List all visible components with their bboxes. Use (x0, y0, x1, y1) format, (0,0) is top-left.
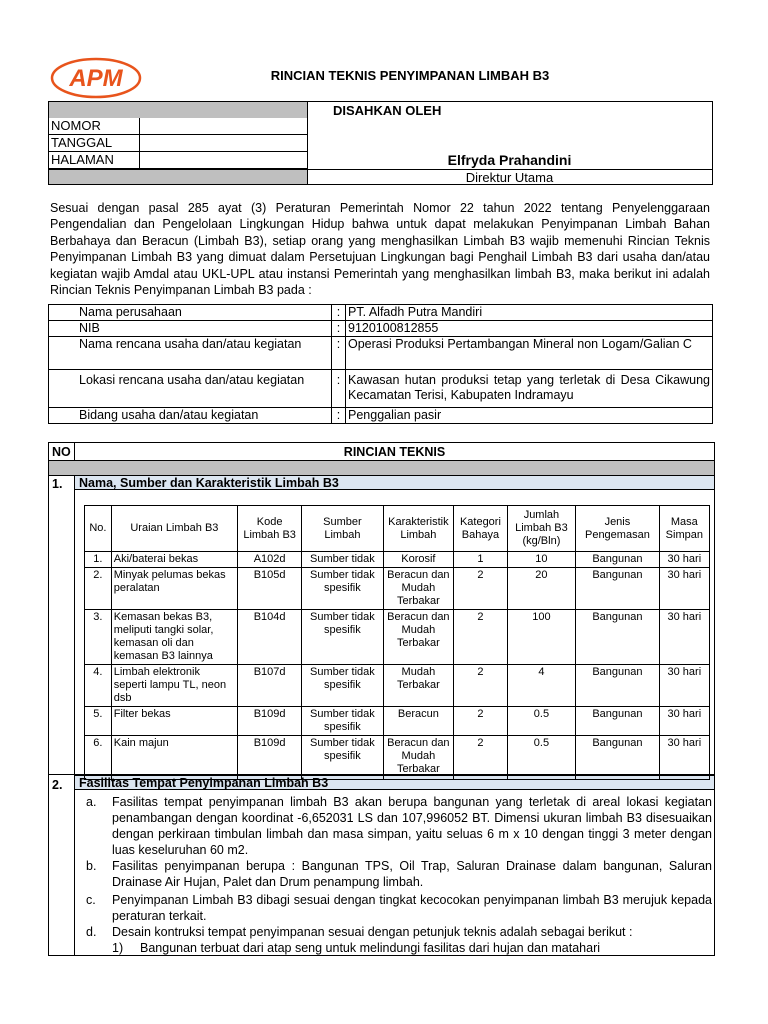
item-text: Penyimpanan Limbah B3 dibagi sesuai dengan tingkat kecocokan penyimpanan limbah B3 merujuk kepada peraturan terkait. (112, 893, 712, 923)
cell: 1. (85, 552, 112, 568)
cell: 4. (85, 665, 112, 707)
cell: B109d (238, 736, 302, 780)
cell: 6. (85, 736, 112, 780)
cell: Kemasan bekas B3, meliputi tangki solar, kemasan oli dan kemasan B3 lainnya (111, 610, 237, 665)
item-marker: b. (86, 859, 97, 873)
cell: 2 (454, 736, 508, 780)
cell: Sumber tidak spesifik (302, 610, 383, 665)
cell: B109d (238, 707, 302, 736)
company-info-table (48, 304, 713, 424)
col-header: Jenis Pengemasan (576, 506, 659, 552)
cell: Minyak pelumas bekas peralatan (111, 568, 237, 610)
facility-item-b (50, 858, 712, 892)
facility-sub-item-1 (50, 940, 712, 956)
colon: : (332, 370, 346, 408)
cell: Aki/baterai bekas (111, 552, 237, 568)
table-header-row (85, 506, 710, 552)
cell: 2. (85, 568, 112, 610)
cell: Bangunan (576, 610, 659, 665)
cell: Bangunan (576, 736, 659, 780)
cell: A102d (238, 552, 302, 568)
cell: 0.5 (507, 736, 575, 780)
cell: Beracun dan Mudah Terbakar (383, 568, 454, 610)
header-grey-band-bottom (49, 169, 307, 184)
section-1-title: Nama, Sumber dan Karakteristik Limbah B3 (79, 476, 339, 490)
cell: Sumber tidak spesifik (302, 736, 383, 780)
sub-item-text: Bangunan terbuat dari atap seng untuk melindungi fasilitas dari hujan dan matahari (140, 941, 601, 955)
col-header: Masa Simpan (659, 506, 709, 552)
info-label: Nama rencana usaha dan/atau kegiatan (49, 337, 332, 370)
section-2-number: 2. (52, 778, 63, 792)
cell: 2 (454, 665, 508, 707)
sub-item-marker: 1) (112, 941, 124, 955)
col-header: Karakteristik Limbah (383, 506, 454, 552)
cell: 1 (454, 552, 508, 568)
cell: Korosif (383, 552, 454, 568)
item-text: Fasilitas penyimpanan berupa : Bangunan TPS, Oil Trap, Saluran Drainase dalam bangunan, Saluran Drainase Air Hujan, Palet dan Drum penampung limbah. (112, 859, 712, 889)
cell: Filter bekas (111, 707, 237, 736)
cell: B107d (238, 665, 302, 707)
cell: Bangunan (576, 568, 659, 610)
cell: Sumber tidak spesifik (302, 707, 383, 736)
waste-table (84, 505, 710, 780)
info-value: 9120100812855 (346, 321, 713, 337)
col-header: Jumlah Limbah B3 (kg/Bln) (507, 506, 575, 552)
tanggal-field[interactable] (139, 135, 307, 152)
facility-item-c (50, 892, 712, 926)
cell: 30 hari (659, 707, 709, 736)
cell: 30 hari (659, 568, 709, 610)
section-1-number: 1. (52, 477, 63, 491)
info-label: Lokasi rencana usaha dan/atau kegiatan (49, 370, 332, 408)
cell: Bangunan (576, 552, 659, 568)
info-label: NIB (49, 321, 332, 337)
cell: 0.5 (507, 707, 575, 736)
item-text: Desain kontruksi tempat penyimpanan sesuai dengan petunjuk teknis adalah sebagai berikut : (112, 925, 633, 939)
cell: Bangunan (576, 707, 659, 736)
table-row (49, 370, 713, 408)
cell: 4 (507, 665, 575, 707)
table-row (85, 552, 710, 568)
cell: 2 (454, 707, 508, 736)
approved-by-label: DISAHKAN OLEH (333, 103, 442, 118)
table-row (49, 337, 713, 370)
table-row (85, 665, 710, 707)
cell: 30 hari (659, 665, 709, 707)
approval-header (48, 101, 713, 185)
table-row (49, 408, 713, 424)
table-row (49, 321, 713, 337)
table-row (85, 610, 710, 665)
info-value: Penggalian pasir (346, 408, 713, 424)
cell: 20 (507, 568, 575, 610)
cell: 2 (454, 610, 508, 665)
info-value: PT. Alfadh Putra Mandiri (346, 305, 713, 321)
item-marker: d. (86, 925, 97, 939)
rincian-title: RINCIAN TEKNIS (343, 445, 446, 459)
company-logo (50, 56, 142, 100)
cell: 2 (454, 568, 508, 610)
document-title: RINCIAN TEKNIS PENYIMPANAN LIMBAH B3 (270, 68, 550, 83)
table-row (85, 707, 710, 736)
col-header: Sumber Limbah (302, 506, 383, 552)
table-row (85, 568, 710, 610)
signer-title: Direktur Utama (307, 169, 712, 185)
table-row (49, 305, 713, 321)
no-header: NO (52, 445, 71, 459)
colon: : (332, 321, 346, 337)
halaman-field[interactable] (139, 152, 307, 169)
col-header: Kode Limbah B3 (238, 506, 302, 552)
colon: : (332, 337, 346, 370)
cell: B104d (238, 610, 302, 665)
cell: 5. (85, 707, 112, 736)
col-header: No. (85, 506, 112, 552)
cell: Mudah Terbakar (383, 665, 454, 707)
cell: Beracun (383, 707, 454, 736)
cell: Sumber tidak (302, 552, 383, 568)
cell: Limbah elektronik seperti lampu TL, neon dsb (111, 665, 237, 707)
tanggal-label: TANGGAL (49, 135, 139, 152)
header-grey-band-top (49, 102, 307, 118)
colon: : (332, 408, 346, 424)
item-text: Fasilitas tempat penyimpanan limbah B3 akan berupa bangunan yang terletak di areal lokasi kegiatan penambangan dengan koordinat -6,652031 LS dan 107,996052 BT. Dimensi ukuran limbah B3 disesuaikan dengan perkiraan timbulan limbah dan masa simpan, yaitu seluas 6 m x 10 dengan tinggi 3 meter dengan luas keseluruhan 60 m2. (112, 795, 712, 857)
col-header: Kategori Bahaya (454, 506, 508, 552)
nomor-field[interactable] (139, 118, 307, 135)
item-marker: c. (86, 893, 96, 907)
info-label: Nama perusahaan (49, 305, 332, 321)
cell: Kain majun (111, 736, 237, 780)
col-header: Uraian Limbah B3 (111, 506, 237, 552)
signer-name: Elfryda Prahandini (447, 152, 572, 168)
cell: Bangunan (576, 665, 659, 707)
section-2-title: Fasilitas Tempat Penyimpanan Limbah B3 (79, 776, 329, 790)
facility-item-a (50, 794, 712, 860)
info-value: Kawasan hutan produksi tetap yang terletak di Desa Cikawung Kecamatan Terisi, Kabupaten Indramayu (346, 370, 713, 408)
colon: : (332, 305, 346, 321)
cell: Sumber tidak spesifik (302, 665, 383, 707)
logo-text: APM (69, 65, 123, 92)
cell: 30 hari (659, 552, 709, 568)
nomor-label: NOMOR (49, 118, 139, 135)
info-label: Bidang usaha dan/atau kegiatan (49, 408, 332, 424)
intro-paragraph: Sesuai dengan pasal 285 ayat (3) Peraturan Pemerintah Nomor 22 tahun 2022 tentang Penyelenggaraan Pengendalian dan Pengelolaan Lingkungan Hidup bahwa untuk dapat melakukan Penyimpanan Limbah Bahan Berbahaya dan Beracun (Limbah B3), setiap orang yang menghasilkan Limbah B3 wajib memenuhi Rincian Teknis Penyimpanan Limbah B3 yang dimuat dalam Persetujuan Lingkungan bagi Penghail Limbah B3 dari usaha dan/atau kegiatan wajib Amdal atau UKL-UPL atau instansi Pemerintah yang menghasilkan limbah B3, maka berikut ini adalah Rincian Teknis Penyimpanan Limbah B3 pada : (50, 201, 710, 298)
cell: 30 hari (659, 736, 709, 780)
cell: 10 (507, 552, 575, 568)
grey-band (49, 461, 714, 475)
cell: 100 (507, 610, 575, 665)
table-row (85, 736, 710, 780)
cell: B105d (238, 568, 302, 610)
cell: Beracun dan Mudah Terbakar (383, 736, 454, 780)
item-marker: a. (86, 795, 97, 809)
halaman-label: HALAMAN (49, 152, 139, 169)
cell: Beracun dan Mudah Terbakar (383, 610, 454, 665)
info-value: Operasi Produksi Pertambangan Mineral non Logam/Galian C (346, 337, 713, 370)
cell: 3. (85, 610, 112, 665)
cell: 30 hari (659, 610, 709, 665)
cell: Sumber tidak spesifik (302, 568, 383, 610)
